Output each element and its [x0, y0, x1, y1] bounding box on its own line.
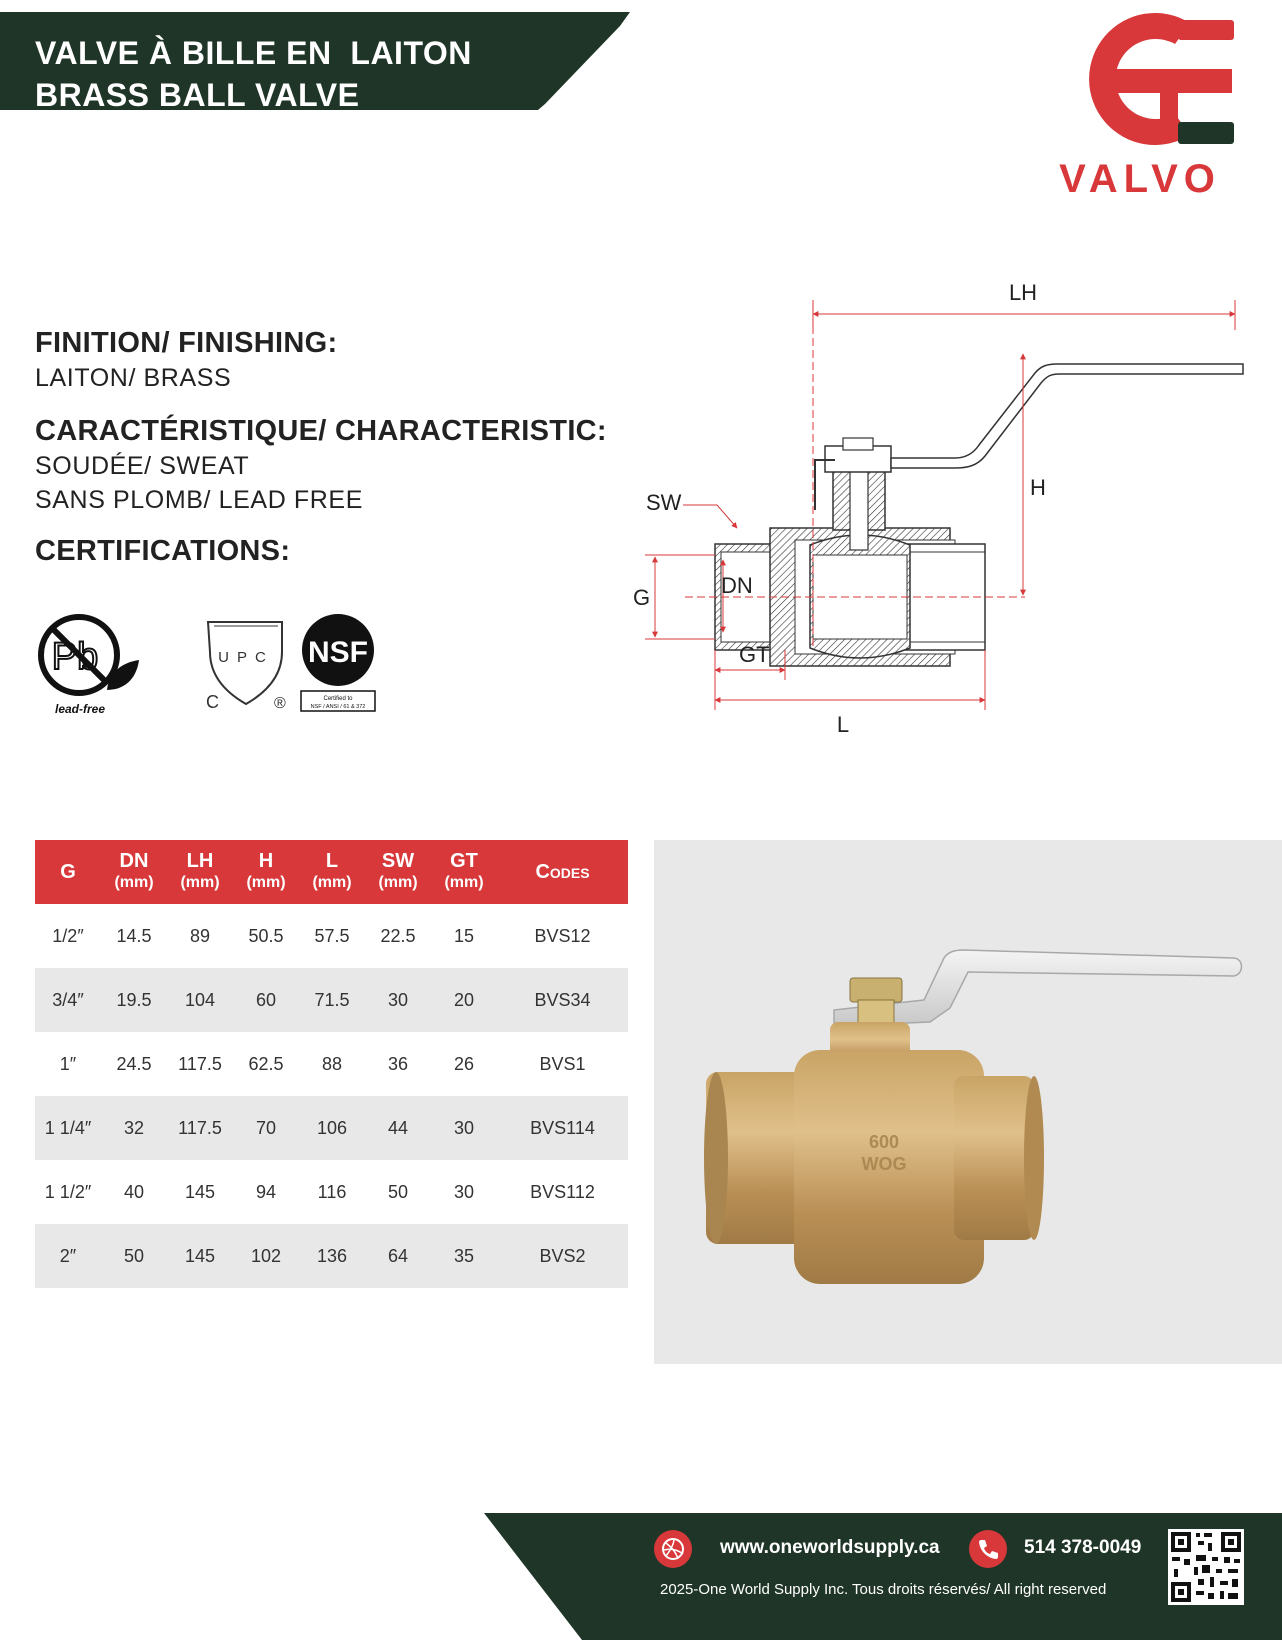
valvo-logo [1040, 14, 1240, 204]
cell-g: 1 1/2″ [44, 1181, 92, 1202]
dim-sw: SW [646, 490, 682, 515]
col-l: L (mm) [299, 840, 365, 904]
finishing-group [35, 325, 635, 395]
cell-h: 50.5 [248, 925, 284, 946]
col-h: H (mm) [233, 840, 299, 904]
upc-letters: UPC [218, 649, 274, 666]
lead-free-label: lead-free [54, 702, 106, 716]
col-g: G [35, 840, 101, 904]
cell-dn: 14.5 [116, 925, 152, 946]
cell-l: 88 [321, 1053, 343, 1074]
cell-gt: 35 [431, 1224, 497, 1288]
cell-gt: 15 [453, 925, 475, 946]
cell-dn: 32 [101, 1096, 167, 1160]
finishing-heading: FINITION/ FINISHING: [35, 327, 338, 359]
cell-code: BVS2 [497, 1224, 628, 1288]
cell-l: 116 [317, 1181, 347, 1202]
cell-gt: 30 [431, 1096, 497, 1160]
cell-lh: 145 [184, 1181, 216, 1202]
certifications-row [35, 612, 395, 717]
upc-registered: ® [274, 695, 286, 712]
qr-code-icon [1168, 1529, 1244, 1605]
nsf-icon [301, 614, 375, 711]
cell-dn: 24.5 [116, 1053, 152, 1074]
col-lh: LH (mm) [167, 840, 233, 904]
website-link[interactable]: www.oneworldsupply.ca [720, 1537, 940, 1558]
cell-dn: 19.5 [101, 968, 167, 1032]
dim-lh: LH [1008, 280, 1038, 305]
dim-l: L [836, 712, 850, 737]
cell-lh: 104 [167, 968, 233, 1032]
title-french: VALVE À BILLE EN LAITON [35, 35, 472, 71]
dim-g: G [633, 585, 651, 610]
cell-sw: 22.5 [380, 925, 416, 946]
title-english: BRASS BALL VALVE [35, 77, 360, 113]
table-row [35, 1224, 628, 1288]
lead-free-icon [41, 617, 139, 716]
title-banner [0, 12, 630, 113]
cell-gt: 20 [431, 968, 497, 1032]
globe-icon [654, 1530, 692, 1568]
cell-code: BVS34 [497, 968, 628, 1032]
cell-lh: 145 [167, 1224, 233, 1288]
spec-section [35, 325, 635, 569]
nsf-caption-1: Certified to [323, 696, 353, 702]
brand-name: VALVO [1059, 157, 1221, 201]
cell-h: 70 [233, 1096, 299, 1160]
col-gt: GT (mm) [431, 840, 497, 904]
cell-lh: 89 [189, 925, 211, 946]
cell-lh: 117.5 [178, 1053, 222, 1074]
table-header-row [35, 840, 628, 904]
characteristic-value-2: SANS PLOMB/ LEAD FREE [35, 486, 363, 514]
table-row [35, 904, 628, 968]
svg-text:WOG: WOG [861, 1154, 907, 1174]
dim-gt: GT [739, 642, 770, 667]
technical-diagram [633, 270, 1255, 740]
table-row [35, 1032, 628, 1096]
cell-gt: 30 [453, 1181, 475, 1202]
cell-code: BVS1 [539, 1053, 586, 1074]
cell-sw: 64 [365, 1224, 431, 1288]
col-dn: DN (mm) [101, 840, 167, 904]
characteristic-group [35, 413, 635, 517]
upc-icon [206, 622, 286, 712]
lead-symbol: Pb [51, 636, 99, 678]
table-row [35, 1160, 628, 1224]
upc-c: C [206, 692, 219, 712]
cell-l: 136 [299, 1224, 365, 1288]
nsf-caption-2: NSF / ANSI / 61 & 372 [310, 704, 366, 710]
dim-dn: DN [721, 573, 753, 598]
characteristic-heading: CARACTÉRISTIQUE/ CHARACTERISTIC: [35, 415, 607, 447]
footer [484, 1513, 1282, 1640]
table-row [35, 1096, 628, 1160]
page-title [35, 32, 472, 116]
col-codes: Codes [497, 840, 628, 904]
copyright-text: 2025-One World Supply Inc. Tous droits réservés/ All right reserved [660, 1581, 1107, 1598]
cell-code: BVS12 [534, 925, 591, 946]
cell-g: 1 1/4″ [35, 1096, 101, 1160]
cell-sw: 36 [387, 1053, 409, 1074]
cell-g: 1″ [59, 1053, 77, 1074]
dim-h: H [1030, 475, 1046, 500]
cell-h: 94 [255, 1181, 277, 1202]
cell-g: 1/2″ [52, 925, 84, 946]
cell-dn: 40 [123, 1181, 145, 1202]
cell-sw: 30 [365, 968, 431, 1032]
phone-icon [969, 1530, 1007, 1568]
cell-l: 57.5 [314, 925, 350, 946]
cell-h: 102 [233, 1224, 299, 1288]
cell-l: 71.5 [299, 968, 365, 1032]
nsf-label: NSF [308, 636, 368, 669]
cell-code: BVS114 [497, 1096, 628, 1160]
cell-gt: 26 [453, 1053, 475, 1074]
cell-code: BVS112 [530, 1181, 595, 1202]
cell-sw: 44 [365, 1096, 431, 1160]
cell-h: 62.5 [248, 1053, 284, 1074]
cell-l: 106 [299, 1096, 365, 1160]
cell-lh: 117.5 [167, 1096, 233, 1160]
dimension-table [35, 840, 628, 1288]
table-row [35, 968, 628, 1032]
characteristic-value-1: SOUDÉE/ SWEAT [35, 452, 250, 480]
phone-number[interactable]: 514 378-0049 [1024, 1537, 1142, 1558]
svg-text:600: 600 [868, 1132, 900, 1152]
product-photo [654, 840, 1282, 1364]
cell-g: 3/4″ [35, 968, 101, 1032]
certifications-heading: CERTIFICATIONS: [35, 535, 291, 567]
cell-sw: 50 [387, 1181, 409, 1202]
cell-h: 60 [233, 968, 299, 1032]
col-sw: SW (mm) [365, 840, 431, 904]
cell-g: 2″ [35, 1224, 101, 1288]
cell-dn: 50 [101, 1224, 167, 1288]
finishing-value: LAITON/ BRASS [35, 364, 232, 392]
